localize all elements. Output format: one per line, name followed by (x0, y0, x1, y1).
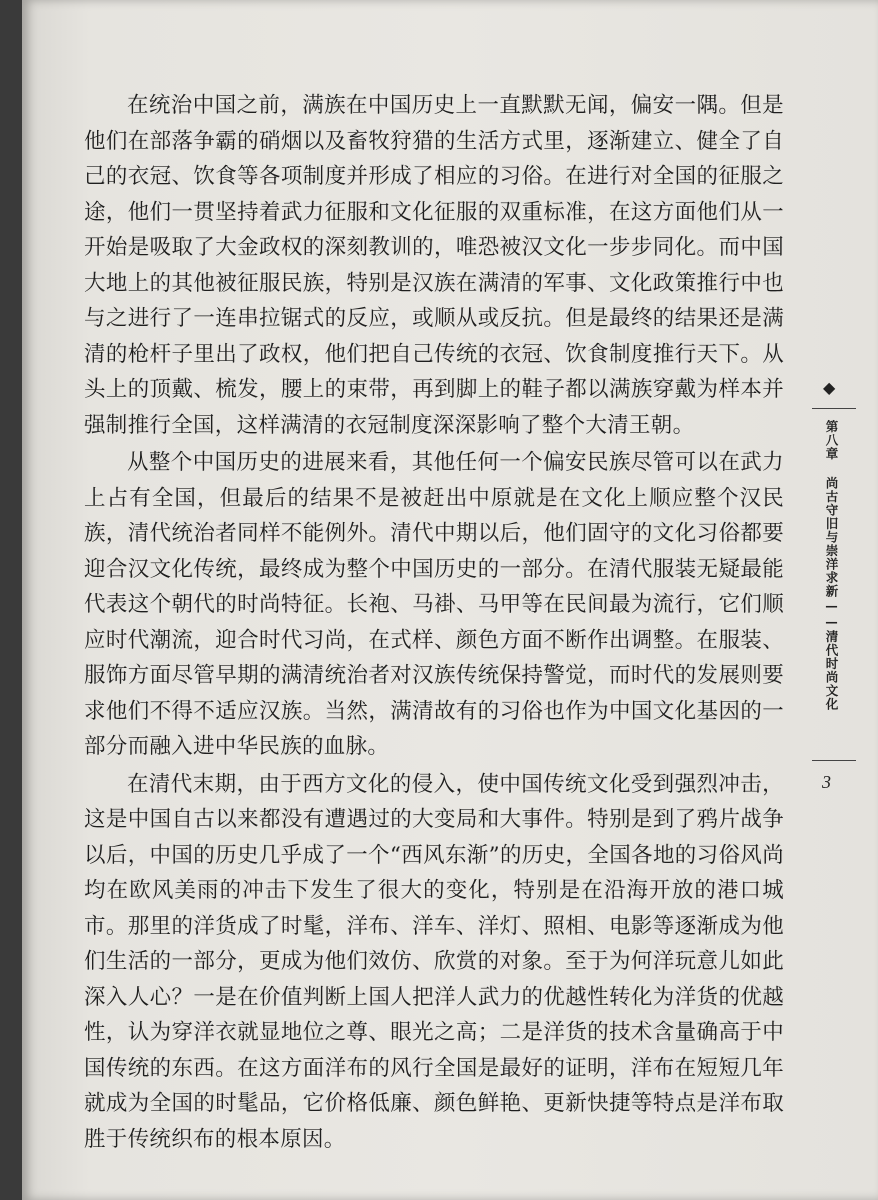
chapter-title: 第八章 尚古守旧与崇洋求新——清代时尚文化 (824, 420, 839, 711)
page-number: 3 (822, 772, 831, 792)
paragraph: 从整个中国历史的进展来看，其他任何一个偏安民族尽管可以在武力上占有全国，但最后的结果不是被赶出中原就是在文化上顺应整个汉民族，清代统治者同样不能例外。清代中期以后，他们固守的文化习俗都要迎合汉文化传统，最终成为整个中国历史的一部分。在清代服装无疑最能代表这个朝代的时尚特征。长袍、马褂、马甲等在民间最为流行，它们顺应时代潮流，迎合时代习尚，在式样、颜色方面不断作出调整。在服装、服饰方面尽管早期的满清统治者对汉族传统保持警觉，而时代的发展则要求他们不得不适应汉族。当然，满清故有的习俗也作为中国文化基因的一部分而融入进中华民族的血脉。 (84, 450, 784, 759)
paragraph: 在统治中国之前，满族在中国历史上一直默默无闻，偏安一隅。但是他们在部落争霸的硝烟以及畜牧狩猎的生活方式里，逐渐建立、健全了自己的衣冠、饮食等各项制度并形成了相应的习俗。在进行对全国的征服之途，他们一贯坚持着武力征服和文化征服的双重标准，在这方面他们从一开始是吸取了大金政权的深刻教训的，唯恐被汉文化一步步同化。而中国大地上的其他被征服民族，特别是汉族在满清的军事、文化政策推行中也与之进行了一连串拉锯式的反应，或顺从或反抗。但是最终的结果还是满清的枪杆子里出了政权，他们把自己传统的衣冠、饮食制度推行天下。从头上的顶戴、梳发，腰上的束带，再到脚上的鞋子都以满族穿戴为样本并强制推行全国，这样满清的衣冠制度深深影响了整个大清王朝。 (84, 93, 784, 438)
page-number-divider (812, 760, 856, 761)
paragraph: 在清代末期，由于西方文化的侵入，使中国传统文化受到强烈冲击，这是中国自古以来都没有遭遇过的大变局和大事件。特别是到了鸦片战争以后，中国的历史几乎成了一个“西风东渐”的历史，全国各地的习俗风尚均在欧风美雨的冲击下发生了很大的变化，特别是在沿海开放的港口城市。那里的洋货成了时髦，洋布、洋车、洋灯、照相、电影等逐渐成为他们生活的一部分，更成为他们效仿、欣赏的对象。至于为何洋玩意儿如此深入人心？一是在价值判断上国人把洋人武力的优越性转化为洋货的优越性，认为穿洋衣就显地位之尊、眼光之高；二是洋货的技术含量确高于中国传统的东西。在这方面洋布的风行全国是最好的证明，洋布在短短几年就成为全国的时髦品，它价格低廉、颜色鲜艳、更新快捷等特点是洋布取胜于传统织布的根本原因。 (84, 771, 784, 1152)
body-text (84, 88, 784, 1159)
book-page (22, 0, 878, 1200)
diamond-icon: ◆ (823, 378, 836, 397)
header-divider (812, 408, 856, 409)
running-header (800, 380, 856, 800)
